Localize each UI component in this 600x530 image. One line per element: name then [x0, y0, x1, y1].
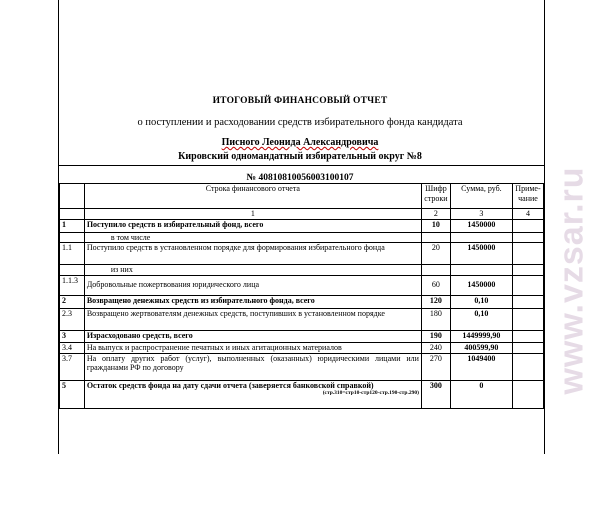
- header-note: Приме-чание: [512, 184, 543, 209]
- row-name: Добровольные пожертвования юридического лица: [84, 275, 421, 295]
- row-code: 180: [421, 308, 450, 330]
- row-sum: 400599,90: [450, 342, 512, 353]
- row-name: Поступило средств в установленном порядке для формирования избирательного фонда: [84, 243, 421, 265]
- row-code: 120: [421, 295, 450, 308]
- row-note: [512, 380, 543, 408]
- row-note: [512, 295, 543, 308]
- table-row: [60, 295, 544, 308]
- row-num: 3.7: [60, 353, 85, 380]
- row-sum: 1450000: [450, 275, 512, 295]
- table-row: [60, 308, 544, 330]
- header-line-code: Шифр строки: [421, 184, 450, 209]
- table-index-row: [60, 209, 544, 220]
- row-note: [512, 342, 543, 353]
- row-name-cell: [84, 380, 421, 408]
- row-name: из них: [84, 265, 421, 276]
- row-sum: [450, 265, 512, 276]
- district-underline: [58, 165, 544, 166]
- row-code: 190: [421, 330, 450, 342]
- row-code: [421, 232, 450, 243]
- candidate-name: [60, 137, 540, 148]
- row-note: [512, 330, 543, 342]
- index-cell: 2: [421, 209, 450, 220]
- table-row: [60, 353, 544, 380]
- row-name: Возвращено жертвователям денежных средств, поступивших в установленном порядке: [84, 308, 421, 330]
- account-number: № 40810810056003100107: [246, 173, 354, 183]
- row-name: в том числе: [84, 232, 421, 243]
- row-name: На выпуск и распространение печатных и иных агитационных материалов: [84, 342, 421, 353]
- row-num: 1.1: [60, 243, 85, 265]
- index-cell: 4: [512, 209, 543, 220]
- header-sum: Сумма, руб.: [450, 184, 512, 209]
- row-sum: 0,10: [450, 308, 512, 330]
- row-code: 240: [421, 342, 450, 353]
- row-note: [512, 265, 543, 276]
- table-row: [60, 342, 544, 353]
- index-cell: 3: [450, 209, 512, 220]
- index-cell: 1: [84, 209, 421, 220]
- district-name: Кировский одномандатный избирательный округ №8: [178, 151, 422, 162]
- row-num: 3: [60, 330, 85, 342]
- row-note: [512, 232, 543, 243]
- row-sum: 1449999,90: [450, 330, 512, 342]
- row-num: [60, 265, 85, 276]
- candidate-name-text: Писного Леонида Александровича: [221, 137, 379, 148]
- row-name: На оплату других работ (услуг), выполненных (оказанных) юридическими лицами или гражданами РФ по договору: [84, 353, 421, 380]
- row-note: [512, 219, 543, 232]
- row-num: 3.4: [60, 342, 85, 353]
- row-note: [512, 243, 543, 265]
- table-row: [60, 219, 544, 232]
- header-num: [60, 184, 85, 209]
- report-title: ИТОГОВЫЙ ФИНАНСОВЫЙ ОТЧЕТ: [212, 96, 388, 106]
- page-frame-right: [544, 0, 545, 454]
- row-sum: [450, 232, 512, 243]
- header-line-name: Строка финансового отчета: [84, 184, 421, 209]
- watermark-text: www.vzsar.ru: [552, 165, 591, 395]
- row-name: Остаток средств фонда на дату сдачи отчета (заверяется банковской справкой): [86, 380, 374, 390]
- row-formula: (стр.310=стр10-стр120-стр.190-стр.290): [322, 390, 419, 396]
- row-name: Израсходовано средств, всего: [84, 330, 421, 342]
- report-subtitle: о поступлении и расходовании средств избирательного фонда кандидата: [137, 117, 463, 128]
- row-sum: 1450000: [450, 243, 512, 265]
- row-code: 270: [421, 353, 450, 380]
- row-code: 60: [421, 275, 450, 295]
- table-row: [60, 380, 544, 408]
- table-row: [60, 330, 544, 342]
- index-cell-blank: [60, 209, 85, 220]
- row-sum: 0: [450, 380, 512, 408]
- row-note: [512, 353, 543, 380]
- row-num: 1.1.3: [60, 275, 85, 295]
- row-sum: 1450000: [450, 219, 512, 232]
- row-name: Возвращено денежных средств из избирательного фонда, всего: [84, 295, 421, 308]
- row-code: 10: [421, 219, 450, 232]
- row-sum: 0,10: [450, 295, 512, 308]
- row-num: 2: [60, 295, 85, 308]
- row-num: 5: [60, 380, 85, 408]
- row-code: [421, 265, 450, 276]
- table-header-row: [60, 184, 544, 209]
- table-row: [60, 275, 544, 295]
- row-name: Поступило средств в избирательный фонд, всего: [84, 219, 421, 232]
- row-num: 2.3: [60, 308, 85, 330]
- table-row: [60, 232, 544, 243]
- table-row: [60, 243, 544, 265]
- row-num: 1: [60, 219, 85, 232]
- row-num: [60, 232, 85, 243]
- row-code: 300: [421, 380, 450, 408]
- row-note: [512, 275, 543, 295]
- watermark: [548, 40, 596, 520]
- row-code: 20: [421, 243, 450, 265]
- row-note: [512, 308, 543, 330]
- table-row: [60, 265, 544, 276]
- row-sum: 1049400: [450, 353, 512, 380]
- financial-report-table: [59, 183, 544, 409]
